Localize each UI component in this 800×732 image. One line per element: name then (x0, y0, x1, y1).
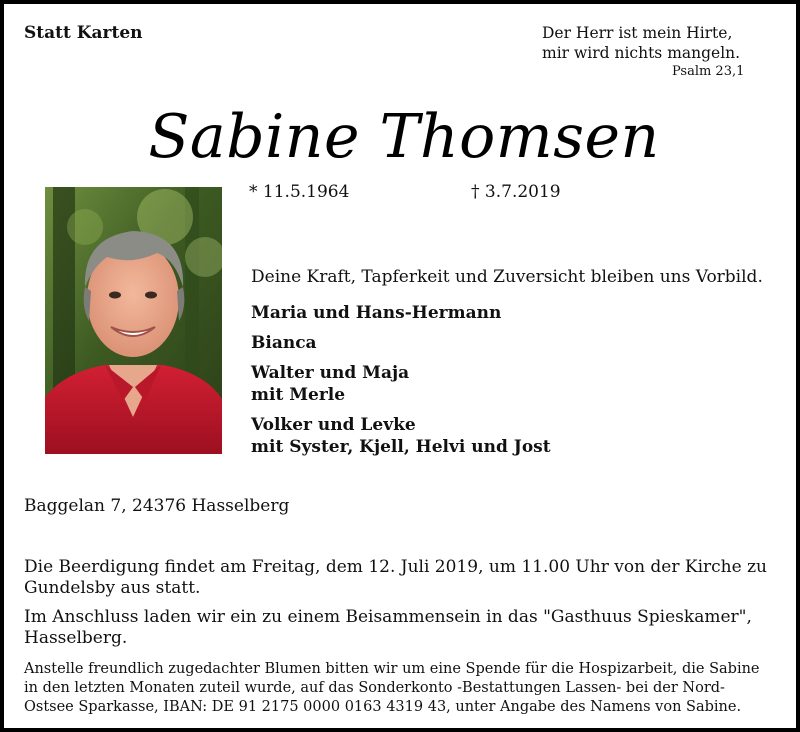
text-line: Anstelle freundlich zugedachter Blumen bitten wir um eine Spende für die Hospizarbeit, die Sabine (24, 661, 760, 677)
portrait-photo (45, 187, 222, 454)
text-line: Die Beerdigung findet am Freitag, dem 12. Juli 2019, um 11.00 Uhr von der Kirche zu (24, 557, 767, 577)
text-line: in den letzten Monaten zuteil wurde, auf das Sonderkonto -Bestattungen Lassen- bei der Nord- (24, 680, 725, 696)
gathering-paragraph (24, 607, 784, 649)
birth-date: * 11.5.1964 (249, 182, 350, 202)
mourner-line: Maria und Hans-Hermann (251, 303, 502, 323)
mourner-group (251, 414, 551, 458)
statt-karten-label: Statt Karten (24, 23, 143, 43)
funeral-paragraph (24, 557, 784, 599)
mourner-line: mit Merle (251, 385, 346, 405)
psalm-quote (542, 23, 740, 63)
deceased-name: Sabine Thomsen (148, 102, 660, 172)
family-address: Baggelan 7, 24376 Hasselberg (24, 496, 290, 516)
mourner-line: Walter und Maja (251, 363, 410, 383)
psalm-reference: Psalm 23,1 (672, 64, 745, 79)
text-line: Ostsee Sparkasse, IBAN: DE 91 2175 0000 0163 4319 43, unter Angabe des Namens von Sabine. (24, 699, 742, 715)
text-line: Im Anschluss laden wir ein zu einem Beisammensein in das "Gasthuus Spieskamer", (24, 607, 752, 627)
donation-paragraph (24, 660, 784, 717)
text-line: Gundelsby aus statt. (24, 578, 201, 598)
mourner-group (251, 362, 551, 406)
mourner-group (251, 332, 551, 354)
mourner-line: Bianca (251, 333, 317, 353)
psalm-line-2: mir wird nichts mangeln. (542, 44, 741, 62)
motto-text: Deine Kraft, Tapferkeit und Zuversicht bleiben uns Vorbild. (251, 267, 763, 287)
mourner-line: mit Syster, Kjell, Helvi und Jost (251, 437, 551, 457)
text-line: Hasselberg. (24, 628, 128, 648)
psalm-line-1: Der Herr ist mein Hirte, (542, 24, 733, 42)
mourner-group (251, 302, 551, 324)
mourner-line: Volker und Levke (251, 415, 416, 435)
death-date: † 3.7.2019 (471, 182, 561, 202)
mourners-list (251, 302, 551, 466)
